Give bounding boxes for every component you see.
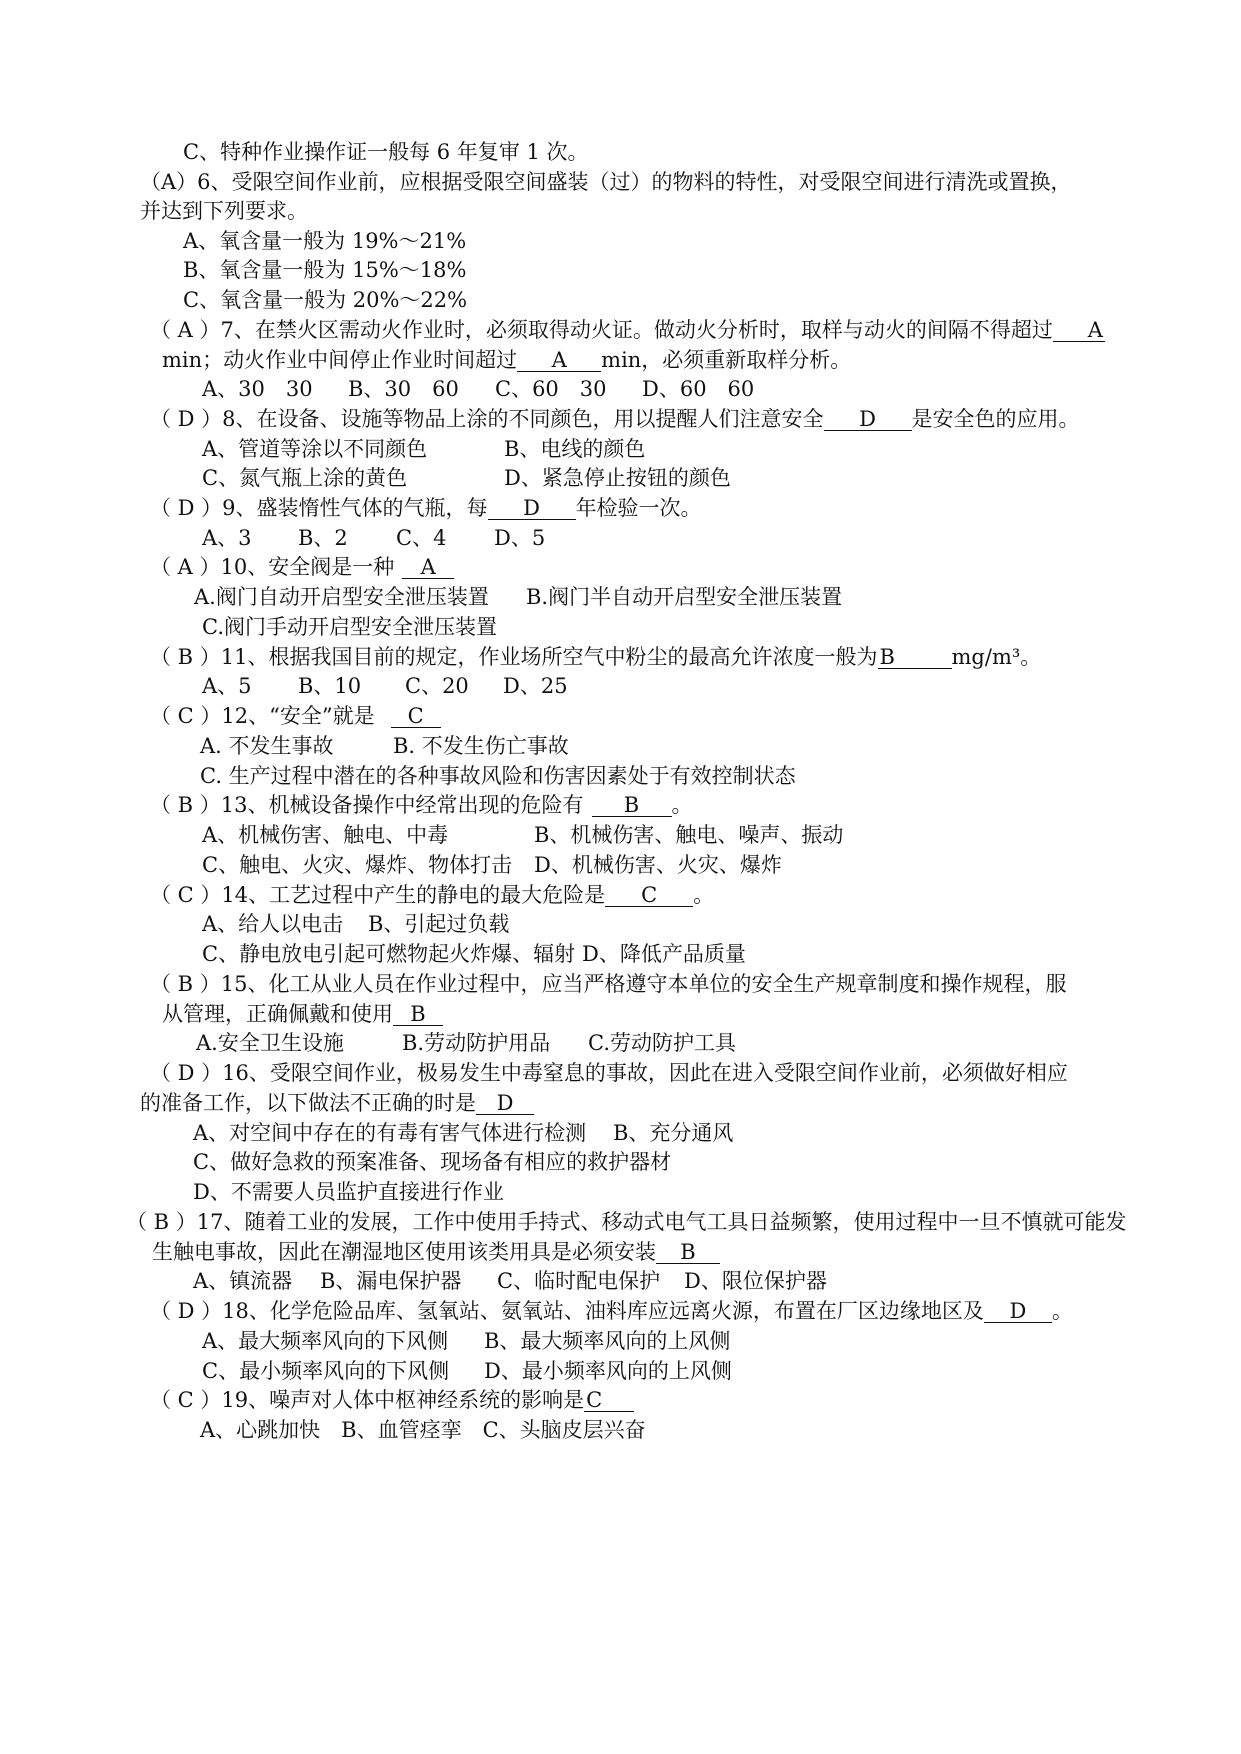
q16-option-a: A、对空间中存在的有毒有害气体进行检测: [193, 1121, 587, 1145]
q7-option-a: A、30 30: [202, 377, 313, 401]
q19-stem: （ C ）19、噪声对人体中枢神经系统的影响是C: [150, 1386, 634, 1414]
q10-blank: A: [402, 556, 454, 579]
q10-option-c: C.阀门手动开启型安全泄压装置: [202, 615, 497, 639]
q11-stem: （ B ）11、根据我国目前的规定，作业场所空气中粉尘的最高允许浓度一般为B mg/m³。: [150, 645, 1042, 669]
q15-option-b: B.劳动防护用品: [402, 1031, 551, 1055]
q6-stem-cont: 并达到下列要求。: [140, 199, 308, 223]
q14-option-b: B、引起过负载: [368, 912, 510, 936]
q17-option-d: D、限位保护器: [684, 1269, 827, 1293]
q9-option-a: A、3: [202, 526, 252, 550]
q8-option-d: D、紧急停止按钮的颜色: [504, 466, 731, 490]
q17-blank: B: [656, 1241, 720, 1264]
q18-option-b: B、最大频率风向的上风侧: [484, 1329, 731, 1353]
q18-blank: D: [984, 1300, 1052, 1323]
q13-option-a: A、机械伤害、触电、中毒: [202, 823, 449, 847]
q7-blank-2: A: [517, 349, 601, 372]
q8-option-b: B、电线的颜色: [504, 437, 646, 461]
q11-option-b: B、10: [298, 674, 362, 698]
q18-option-d: D、最小频率风向的上风侧: [484, 1359, 732, 1383]
q16-option-c: C、做好急救的预案准备、现场备有相应的救护器材: [193, 1150, 672, 1174]
q12-option-b: B. 不发生伤亡事故: [393, 734, 569, 758]
q9-option-d: D、5: [494, 526, 546, 550]
q18-stem: （ D ）18、化学危险品库、氢氧站、氨氧站、油料库应远离火源，布置在厂区边缘地区及 D 。: [150, 1299, 1073, 1323]
q6-option-c: C、氧含量一般为 20%～22%: [183, 288, 468, 312]
q7-stem: （ A ）7、在禁火区需动火作业时，必须取得动火证。做动火分析时，取样与动火的间隔不得超过 A: [150, 318, 1103, 342]
q12-option-c: C. 生产过程中潜在的各种事故风险和伤害因素处于有效控制状态: [200, 764, 796, 788]
q7-option-b: B、30 60: [348, 377, 459, 401]
q19-blank: C: [584, 1389, 634, 1412]
q8-blank: D: [824, 408, 912, 431]
q18-option-c: C、最小频率风向的下风侧: [202, 1359, 450, 1383]
q15-option-c: C.劳动防护工具: [588, 1031, 736, 1055]
q12-option-a: A. 不发生事故: [200, 734, 334, 758]
q14-stem: （ C ）14、工艺过程中产生的静电的最大危险是 C 。: [150, 883, 715, 907]
q6-option-b: B、氧含量一般为 15%～18%: [183, 258, 467, 282]
q10-option-b: B.阀门半自动开启型安全泄压装置: [526, 585, 843, 609]
q7-option-d: D、60 60: [642, 377, 755, 401]
q14-option-d: D、降低产品质量: [582, 942, 746, 966]
q7-stem-cont: min；动火作业中间停止作业时间超过 A min，必须重新取样分析。: [162, 348, 852, 372]
q8-stem: （ D ）8、在设备、设施等物品上涂的不同颜色，用以提醒人们注意安全 D 是安全色的应用。: [150, 407, 1080, 431]
q13-blank: B: [592, 794, 672, 817]
q14-blank: C: [605, 884, 693, 907]
q11-option-d: D、25: [503, 674, 568, 698]
q17-stem-cont: 生触电事故，因此在潮湿地区使用该类用具是必须安装 B: [152, 1238, 720, 1266]
q14-option-c: C、静电放电引起可燃物起火炸爆、辐射: [202, 942, 576, 966]
q13-option-d: D、机械伤害、火灾、爆炸: [534, 853, 782, 877]
q15-blank: B: [393, 1003, 443, 1026]
q13-option-b: B、机械伤害、触电、噪声、振动: [534, 823, 844, 847]
q6-stem: （A）6、受限空间作业前，应根据受限空间盛装（过）的物料的特性，对受限空间进行清洗或置换，: [140, 170, 1072, 194]
q8-option-a: A、管道等涂以不同颜色: [202, 437, 428, 461]
q10-option-a: A.阀门自动开启型安全泄压装置: [194, 585, 489, 609]
q9-blank: D: [488, 497, 576, 520]
q12-stem: （ C ）12、“安全”就是 C: [150, 702, 441, 730]
q19-options: A、心跳加快 B、血管痉挛 C、头脑皮层兴奋: [200, 1418, 646, 1442]
q9-stem: （ D ）9、盛装惰性气体的气瓶，每 D 年检验一次。: [150, 496, 702, 520]
q9-option-c: C、4: [396, 526, 447, 550]
q17-stem: （ B ）17、随着工业的发展，工作中使用手持式、移动式电气工具日益频繁，使用过程中一旦不慎就可能发: [126, 1210, 1127, 1234]
q17-option-c: C、临时配电保护: [497, 1269, 661, 1293]
q10-stem: （ A ）10、安全阀是一种 A: [150, 553, 454, 581]
q5-option-c: C、特种作业操作证一般每 6 年复审 1 次。: [183, 140, 589, 164]
q17-option-b: B、漏电保护器: [320, 1269, 462, 1293]
q15-option-a: A.安全卫生设施: [196, 1031, 344, 1055]
q18-option-a: A、最大频率风向的下风侧: [202, 1329, 449, 1353]
q16-option-b: B、充分通风: [613, 1121, 734, 1145]
q13-stem: （ B ）13、机械设备操作中经常出现的危险有 B 。: [150, 793, 693, 817]
q7-blank-1: A: [1053, 319, 1105, 342]
q17-option-a: A、镇流器: [193, 1269, 293, 1293]
q9-option-b: B、2: [298, 526, 348, 550]
q7-option-c: C、60 30: [495, 377, 607, 401]
q14-option-a: A、给人以电击: [202, 912, 344, 936]
q11-option-a: A、5: [202, 674, 252, 698]
q8-option-c: C、氮气瓶上涂的黄色: [202, 466, 408, 490]
q13-option-c: C、触电、火灾、爆炸、物体打击: [202, 853, 513, 877]
q12-blank: C: [391, 705, 441, 728]
q6-option-a: A、氧含量一般为 19%～21%: [183, 229, 467, 253]
q15-stem-cont: 从管理，正确佩戴和使用 B: [162, 1000, 443, 1028]
q16-stem-cont: 的准备工作，以下做法不正确的时是 D: [140, 1089, 534, 1117]
q11-option-c: C、20: [405, 674, 469, 698]
q16-stem: （ D ）16、受限空间作业，极易发生中毒窒息的事故，因此在进入受限空间作业前，必须做好相应: [150, 1061, 1068, 1085]
q16-blank: D: [476, 1092, 534, 1115]
q11-blank: B: [878, 646, 952, 669]
q15-stem: （ B ）15、化工从业人员在作业过程中，应当严格遵守本单位的安全生产规章制度和操作规程，服: [150, 972, 1067, 996]
q16-option-d: D、不需要人员监护直接进行作业: [193, 1180, 504, 1204]
